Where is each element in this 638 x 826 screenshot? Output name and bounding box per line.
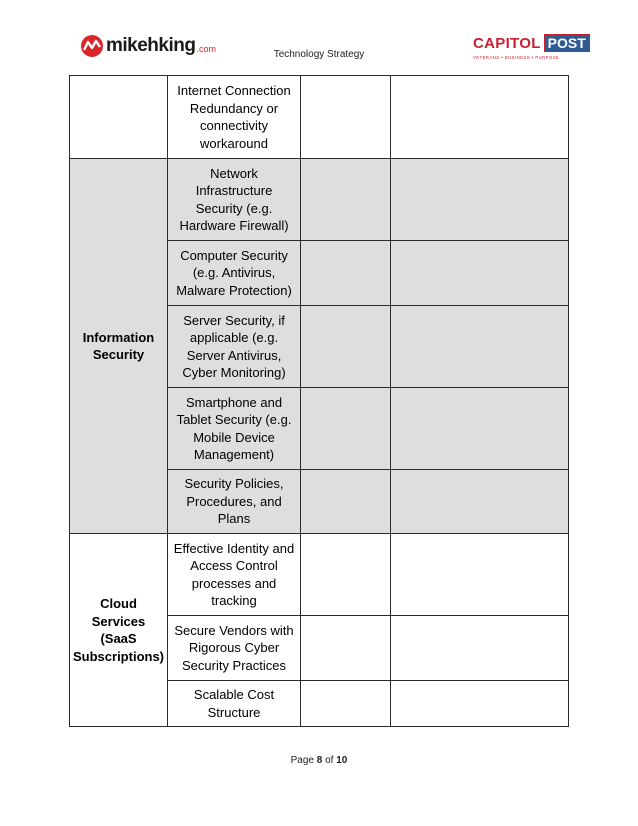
blank-cell <box>391 306 569 388</box>
page-of: of <box>325 755 334 766</box>
item-cell: Effective Identity and Access Control processes and tracking <box>168 534 301 616</box>
table-row <box>70 76 569 159</box>
blank-cell <box>391 388 569 470</box>
blank-cell <box>301 616 391 681</box>
blank-cell <box>391 159 569 241</box>
blank-cell <box>301 470 391 534</box>
header-title: Technology Strategy <box>273 49 365 60</box>
item-cell: Computer Security (e.g. Antivirus, Malware Protection) <box>168 241 301 306</box>
item-cell: Secure Vendors with Rigorous Cyber Security Practices <box>168 616 301 681</box>
item-cell: Internet Connection Redundancy or connectivity workaround <box>168 76 301 159</box>
page-footer <box>0 755 638 766</box>
category-cell-cloud-services: Cloud Services (SaaS Subscriptions) <box>70 534 168 727</box>
category-cell-information-security: Information Security <box>70 159 168 534</box>
mikehking-logo-text: mikehking <box>106 35 196 56</box>
blank-cell <box>391 241 569 306</box>
blank-cell <box>391 534 569 616</box>
blank-cell <box>301 241 391 306</box>
capitol-post-logo-text-2: POST <box>544 34 590 52</box>
strategy-table <box>69 75 569 727</box>
item-cell: Server Security, if applicable (e.g. Server Antivirus, Cyber Monitoring) <box>168 306 301 388</box>
capitol-post-logo <box>473 34 586 60</box>
page-label: Page <box>290 755 314 766</box>
item-cell: Security Policies, Procedures, and Plans <box>168 470 301 534</box>
blank-cell <box>301 306 391 388</box>
table-row <box>70 159 569 241</box>
item-cell: Smartphone and Tablet Security (e.g. Mobile Device Management) <box>168 388 301 470</box>
item-cell: Network Infrastructure Security (e.g. Hardware Firewall) <box>168 159 301 241</box>
capitol-post-tagline: VETERANS • BUSINESS • PURPOSE <box>473 55 560 60</box>
item-cell: Scalable Cost Structure <box>168 681 301 727</box>
blank-cell <box>391 470 569 534</box>
category-cell-empty <box>70 76 168 159</box>
blank-cell <box>301 681 391 727</box>
page-total: 10 <box>336 755 348 766</box>
blank-cell <box>391 681 569 727</box>
blank-cell <box>301 534 391 616</box>
blank-cell <box>301 159 391 241</box>
mikehking-logo-suffix: .com <box>196 44 216 54</box>
blank-cell <box>391 76 569 159</box>
table-row <box>70 534 569 616</box>
blank-cell <box>301 76 391 159</box>
capitol-post-logo-text-1: CAPITOL <box>473 34 541 52</box>
page-header <box>0 0 638 75</box>
blank-cell <box>391 616 569 681</box>
page-current: 8 <box>316 755 323 766</box>
blank-cell <box>301 388 391 470</box>
